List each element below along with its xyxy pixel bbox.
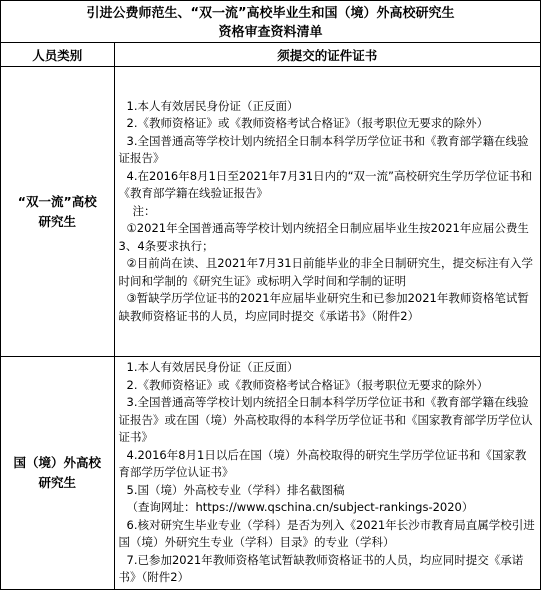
header-category: 人员类别 — [1, 43, 114, 67]
list-item: 1.本人有效居民身份证（正反面） — [126, 360, 299, 374]
query-url-line: （查询网址：https://www.qschina.cn/subject-rankings-2020） — [126, 500, 474, 514]
list-item: 6.核对研究生毕业专业（学科）是否为列入《2021年长沙市教育局直属学校引进国（境）外研究生专业（学科）目录》的专业（学科） — [118, 517, 535, 549]
category-label-line-1: “双一流”高校 — [17, 193, 97, 209]
table-header-row — [1, 43, 540, 67]
list-item: 3.全国普通高等学校计划内统招全日制本科学历学位证书和《教育部学籍在线验证报告》或在国（境）外高校取得的本科学历学位证书和《国家教育部学历学位认证书》 — [118, 395, 533, 444]
list-item: 7.已参加2021年教师资格笔试暂缺教师资格证书的人员，均应同时提交《承诺书》（附件2） — [118, 552, 524, 584]
category-overseas — [1, 357, 114, 590]
table-row-double-first-class — [1, 67, 540, 357]
title-line-1: 引进公费师范生、“双一流”高校毕业生和国（境）外高校研究生 — [86, 6, 455, 21]
list-item: ③暂缺学历学位证书的2021年应届毕业研究生和已参加2021年教师资格笔试暂缺教师资格证书的人员，均应同时提交《承诺书》（附件2） — [118, 291, 529, 323]
list-item: 3.全国普通高等学校计划内统招全日制本科学历学位证书和《教育部学籍在线验证报告》 — [118, 133, 529, 166]
note-label: 注： — [132, 203, 156, 218]
list-item: 2.《教师资格证》或《教师资格考试合格证》（报考职位无要求的除外） — [126, 116, 489, 131]
list-item: ①2021年全国普通高等学校计划内统招全日制应届毕业生按2021年应届公费生3、4条要求执行； — [118, 221, 529, 253]
table-row-overseas — [1, 357, 540, 590]
title-line-2: 资格审查资料清单 — [218, 25, 323, 40]
list-item: 1.本人有效居民身份证（正反面） — [126, 98, 299, 113]
list-item: ②目前尚在读、且2021年7月31日前能毕业的非全日制研究生，提交标注有入学时间和学制的《研究生证》或标明入学时间和学制的证明 — [118, 256, 534, 288]
header-documents: 须提交的证件证书 — [114, 43, 540, 67]
category-label-line-2: 研究生 — [38, 474, 76, 490]
list-item: 5.国（境）外高校专业（学科）排名截图稿 — [126, 482, 345, 497]
checklist-table — [1, 43, 540, 590]
document-title — [1, 1, 540, 43]
list-item: 2.《教师资格证》或《教师资格考试合格证》（报考职位无要求的除外） — [126, 377, 489, 392]
list-item: 4.2016年8月1日以后在国（境）外高校取得的研究生学历学位证书和《国家教育部学历学位认证书》 — [118, 447, 527, 479]
category-label-line-1: 国（境）外高校 — [13, 454, 101, 470]
documents-double-first-class — [114, 67, 540, 357]
category-double-first-class — [1, 67, 114, 357]
documents-overseas — [114, 357, 540, 590]
category-label-line-2: 研究生 — [38, 213, 76, 229]
list-item: 4.在2016年8月1日至2021年7月31日内的“双一流”高校研究生学历学位证书和《教育部学籍在线验证报告》 — [118, 168, 533, 201]
